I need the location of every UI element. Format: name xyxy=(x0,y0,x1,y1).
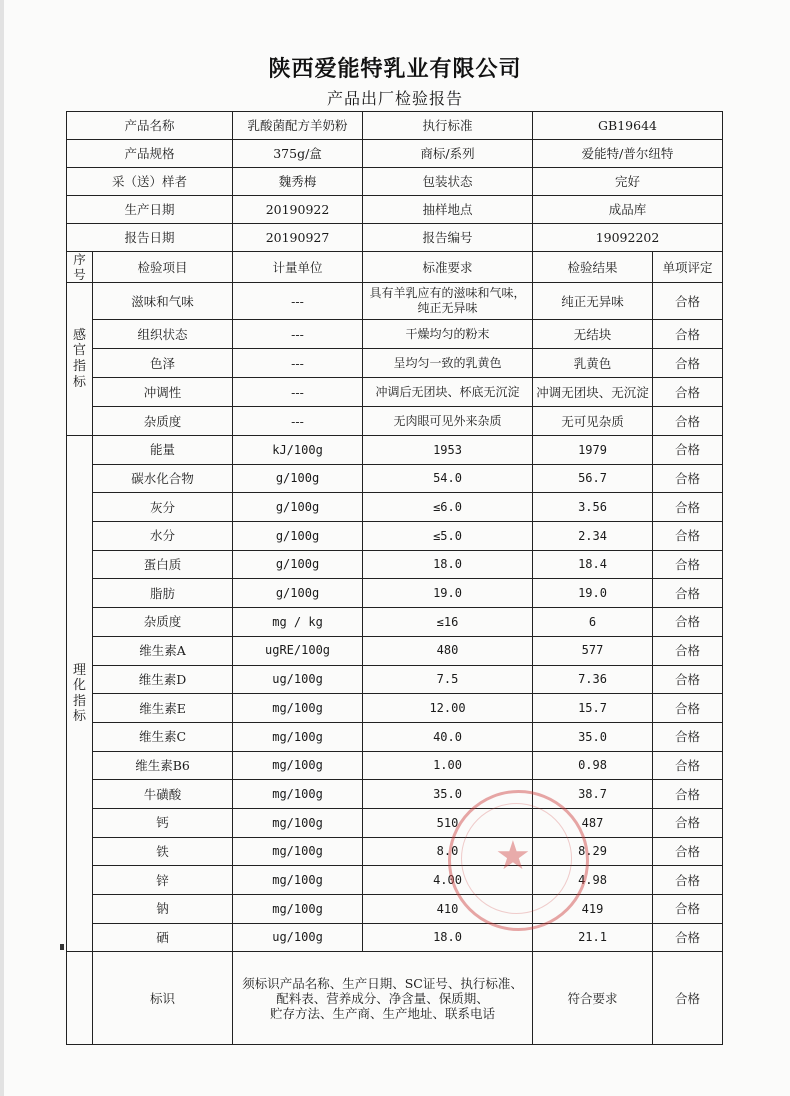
item-unit: ugRE/100g xyxy=(233,636,363,665)
info-value: 爱能特/普尔纽特 xyxy=(533,140,723,168)
item-judgement: 合格 xyxy=(653,550,723,579)
seal-star-icon: ★ xyxy=(495,833,531,879)
company-name: 陕西爱能特乳业有限公司 xyxy=(268,56,522,82)
item-result: 无可见杂质 xyxy=(533,407,653,436)
info-value: 19092202 xyxy=(533,224,723,252)
item-judgement: 合格 xyxy=(653,722,723,751)
item-judgement: 合格 xyxy=(653,407,723,436)
item-standard: 1.00 xyxy=(363,751,533,780)
item-unit: mg/100g xyxy=(233,837,363,866)
item-name: 钙 xyxy=(93,808,233,837)
item-unit: --- xyxy=(233,378,363,407)
item-result: 8.29 xyxy=(533,837,653,866)
item-result: 35.0 xyxy=(533,722,653,751)
sensory-row xyxy=(67,407,723,436)
sensory-row xyxy=(67,349,723,378)
physical-row xyxy=(67,464,723,493)
info-value: 乳酸菌配方羊奶粉 xyxy=(233,112,363,140)
info-value: 魏秀梅 xyxy=(233,168,363,196)
info-label: 执行标准 xyxy=(363,112,533,140)
category-char: 化 xyxy=(72,678,86,694)
item-standard: ≤5.0 xyxy=(363,522,533,551)
item-name: 维生素E xyxy=(93,694,233,723)
item-standard: ≤16 xyxy=(363,608,533,637)
item-unit: mg/100g xyxy=(233,866,363,895)
info-label: 采（送）样者 xyxy=(67,168,233,196)
item-result: 乳黄色 xyxy=(533,349,653,378)
physical-row xyxy=(67,436,723,465)
item-judgement: 合格 xyxy=(653,895,723,924)
item-name: 维生素C xyxy=(93,722,233,751)
item-result: 0.98 xyxy=(533,751,653,780)
item-standard: 35.0 xyxy=(363,780,533,809)
item-name: 硒 xyxy=(93,923,233,952)
report-title: 产品出厂检验报告 xyxy=(326,89,463,108)
info-row xyxy=(67,140,723,168)
info-value: 375g/盒 xyxy=(233,140,363,168)
item-judgement: 合格 xyxy=(653,694,723,723)
labeling-line: 贮存方法、生产商、生产地址、联系电话 xyxy=(270,1005,496,1021)
physical-category xyxy=(67,436,93,952)
info-label: 包装状态 xyxy=(363,168,533,196)
item-judgement: 合格 xyxy=(653,866,723,895)
item-standard: 54.0 xyxy=(363,464,533,493)
info-row xyxy=(67,168,723,196)
physical-row xyxy=(67,608,723,637)
info-value: 20190922 xyxy=(233,196,363,224)
item-standard: 1953 xyxy=(363,436,533,465)
item-result: 3.56 xyxy=(533,493,653,522)
item-unit: --- xyxy=(233,407,363,436)
item-judgement: 合格 xyxy=(653,464,723,493)
info-label: 报告日期 xyxy=(67,224,233,252)
info-value: 完好 xyxy=(533,168,723,196)
item-standard: 18.0 xyxy=(363,550,533,579)
item-judgement: 合格 xyxy=(653,923,723,952)
item-unit: kJ/100g xyxy=(233,436,363,465)
item-result: 419 xyxy=(533,895,653,924)
labeling-line: 配料表、营养成分、净含量、保质期、 xyxy=(276,990,489,1006)
item-standard: 19.0 xyxy=(363,579,533,608)
item-name: 杂质度 xyxy=(93,407,233,436)
item-unit: g/100g xyxy=(233,550,363,579)
item-standard: 冲调后无团块、杯底无沉淀 xyxy=(363,378,533,407)
item-standard: 干燥均匀的粉末 xyxy=(363,320,533,349)
item-standard: ≤6.0 xyxy=(363,493,533,522)
item-name: 维生素A xyxy=(93,636,233,665)
category-char: 官 xyxy=(72,343,86,359)
col-standard-header: 标准要求 xyxy=(363,252,533,283)
item-result: 18.4 xyxy=(533,550,653,579)
labeling-row xyxy=(67,952,723,1045)
sensory-row xyxy=(67,378,723,407)
item-unit: --- xyxy=(233,283,363,320)
item-standard: 480 xyxy=(363,636,533,665)
item-standard: 呈均匀一致的乳黄色 xyxy=(363,349,533,378)
sensory-row xyxy=(67,283,723,320)
item-standard: 12.00 xyxy=(363,694,533,723)
item-standard: 18.0 xyxy=(363,923,533,952)
category-char: 指 xyxy=(72,693,86,709)
info-label: 报告编号 xyxy=(363,224,533,252)
info-value: GB19644 xyxy=(533,112,723,140)
item-name: 杂质度 xyxy=(93,608,233,637)
item-judgement: 合格 xyxy=(653,952,723,1045)
item-name: 水分 xyxy=(93,522,233,551)
item-standard: 40.0 xyxy=(363,722,533,751)
info-value: 20190927 xyxy=(233,224,363,252)
scan-mark xyxy=(60,944,64,950)
item-name: 维生素B6 xyxy=(93,751,233,780)
item-judgement: 合格 xyxy=(653,579,723,608)
item-judgement: 合格 xyxy=(653,751,723,780)
col-judgement-header: 单项评定 xyxy=(653,252,723,283)
item-name: 钠 xyxy=(93,895,233,924)
item-result: 7.36 xyxy=(533,665,653,694)
info-label: 生产日期 xyxy=(67,196,233,224)
item-unit: ug/100g xyxy=(233,665,363,694)
physical-row xyxy=(67,751,723,780)
item-judgement: 合格 xyxy=(653,349,723,378)
item-unit: mg/100g xyxy=(233,722,363,751)
item-result: 纯正无异味 xyxy=(533,283,653,320)
item-result: 冲调无团块、无沉淀 xyxy=(533,378,653,407)
item-name: 碳水化合物 xyxy=(93,464,233,493)
item-judgement: 合格 xyxy=(653,636,723,665)
item-name: 牛磺酸 xyxy=(93,780,233,809)
item-result: 15.7 xyxy=(533,694,653,723)
item-name: 蛋白质 xyxy=(93,550,233,579)
info-label: 商标/系列 xyxy=(363,140,533,168)
item-judgement: 合格 xyxy=(653,522,723,551)
item-unit: g/100g xyxy=(233,522,363,551)
item-result: 符合要求 xyxy=(533,952,653,1045)
item-result: 56.7 xyxy=(533,464,653,493)
physical-row xyxy=(67,895,723,924)
labeling-line: 须标识产品名称、生产日期、SC证号、执行标准、 xyxy=(242,975,523,991)
item-name: 冲调性 xyxy=(93,378,233,407)
physical-row xyxy=(67,722,723,751)
item-standard: 无肉眼可见外来杂质 xyxy=(363,407,533,436)
item-unit: mg / kg xyxy=(233,608,363,637)
item-unit: --- xyxy=(233,349,363,378)
item-judgement: 合格 xyxy=(653,378,723,407)
scan-edge xyxy=(0,0,4,1096)
item-judgement: 合格 xyxy=(653,436,723,465)
item-name: 锌 xyxy=(93,866,233,895)
item-standard: 8.0 xyxy=(363,837,533,866)
item-name: 标识 xyxy=(93,952,233,1045)
labeling-blank xyxy=(67,952,93,1045)
item-name: 能量 xyxy=(93,436,233,465)
item-name: 铁 xyxy=(93,837,233,866)
item-name: 维生素D xyxy=(93,665,233,694)
item-judgement: 合格 xyxy=(653,320,723,349)
category-char: 指 xyxy=(72,359,86,374)
item-unit: g/100g xyxy=(233,493,363,522)
category-char: 感 xyxy=(72,327,86,343)
physical-row xyxy=(67,493,723,522)
column-header-row xyxy=(67,252,723,283)
col-item-header: 检验项目 xyxy=(93,252,233,283)
item-name: 滋味和气味 xyxy=(93,283,233,320)
item-unit: mg/100g xyxy=(233,895,363,924)
info-label: 产品规格 xyxy=(67,140,233,168)
col-result-header: 检验结果 xyxy=(533,252,653,283)
category-char: 标 xyxy=(72,709,86,725)
item-unit: ug/100g xyxy=(233,923,363,952)
item-result: 4.98 xyxy=(533,866,653,895)
info-label: 产品名称 xyxy=(67,112,233,140)
col-no-header: 序号 xyxy=(67,252,93,283)
item-standard: 7.5 xyxy=(363,665,533,694)
physical-row xyxy=(67,866,723,895)
item-standard: 410 xyxy=(363,895,533,924)
info-value: 成品库 xyxy=(533,196,723,224)
physical-row xyxy=(67,694,723,723)
item-unit: g/100g xyxy=(233,579,363,608)
physical-row xyxy=(67,522,723,551)
physical-row xyxy=(67,780,723,809)
item-standard: 4.00 xyxy=(363,866,533,895)
item-unit: mg/100g xyxy=(233,780,363,809)
item-unit: --- xyxy=(233,320,363,349)
item-result: 577 xyxy=(533,636,653,665)
item-unit: g/100g xyxy=(233,464,363,493)
physical-row xyxy=(67,808,723,837)
inspection-table xyxy=(66,111,723,1045)
labeling-requirement xyxy=(233,952,533,1045)
item-standard: 具有羊乳应有的滋味和气味，纯正无异味 xyxy=(363,283,533,320)
item-unit: mg/100g xyxy=(233,694,363,723)
physical-row xyxy=(67,665,723,694)
item-result: 38.7 xyxy=(533,780,653,809)
item-unit: mg/100g xyxy=(233,751,363,780)
item-judgement: 合格 xyxy=(653,283,723,320)
physical-row xyxy=(67,579,723,608)
item-name: 色泽 xyxy=(93,349,233,378)
item-result: 487 xyxy=(533,808,653,837)
item-judgement: 合格 xyxy=(653,493,723,522)
item-result: 1979 xyxy=(533,436,653,465)
physical-row xyxy=(67,636,723,665)
info-row xyxy=(67,224,723,252)
item-judgement: 合格 xyxy=(653,808,723,837)
item-name: 脂肪 xyxy=(93,579,233,608)
item-name: 组织状态 xyxy=(93,320,233,349)
physical-row xyxy=(67,923,723,952)
sensory-category xyxy=(67,283,93,436)
physical-row xyxy=(67,550,723,579)
item-result: 19.0 xyxy=(533,579,653,608)
info-label: 抽样地点 xyxy=(363,196,533,224)
info-row xyxy=(67,112,723,140)
item-judgement: 合格 xyxy=(653,780,723,809)
category-char: 理 xyxy=(72,662,86,678)
item-unit: mg/100g xyxy=(233,808,363,837)
item-name: 灰分 xyxy=(93,493,233,522)
item-standard: 510 xyxy=(363,808,533,837)
item-result: 2.34 xyxy=(533,522,653,551)
sensory-row xyxy=(67,320,723,349)
col-unit-header: 计量单位 xyxy=(233,252,363,283)
info-row xyxy=(67,196,723,224)
item-result: 无结块 xyxy=(533,320,653,349)
item-judgement: 合格 xyxy=(653,665,723,694)
item-judgement: 合格 xyxy=(653,608,723,637)
item-result: 21.1 xyxy=(533,923,653,952)
item-result: 6 xyxy=(533,608,653,637)
item-judgement: 合格 xyxy=(653,837,723,866)
physical-row xyxy=(67,837,723,866)
category-char: 标 xyxy=(72,374,86,390)
